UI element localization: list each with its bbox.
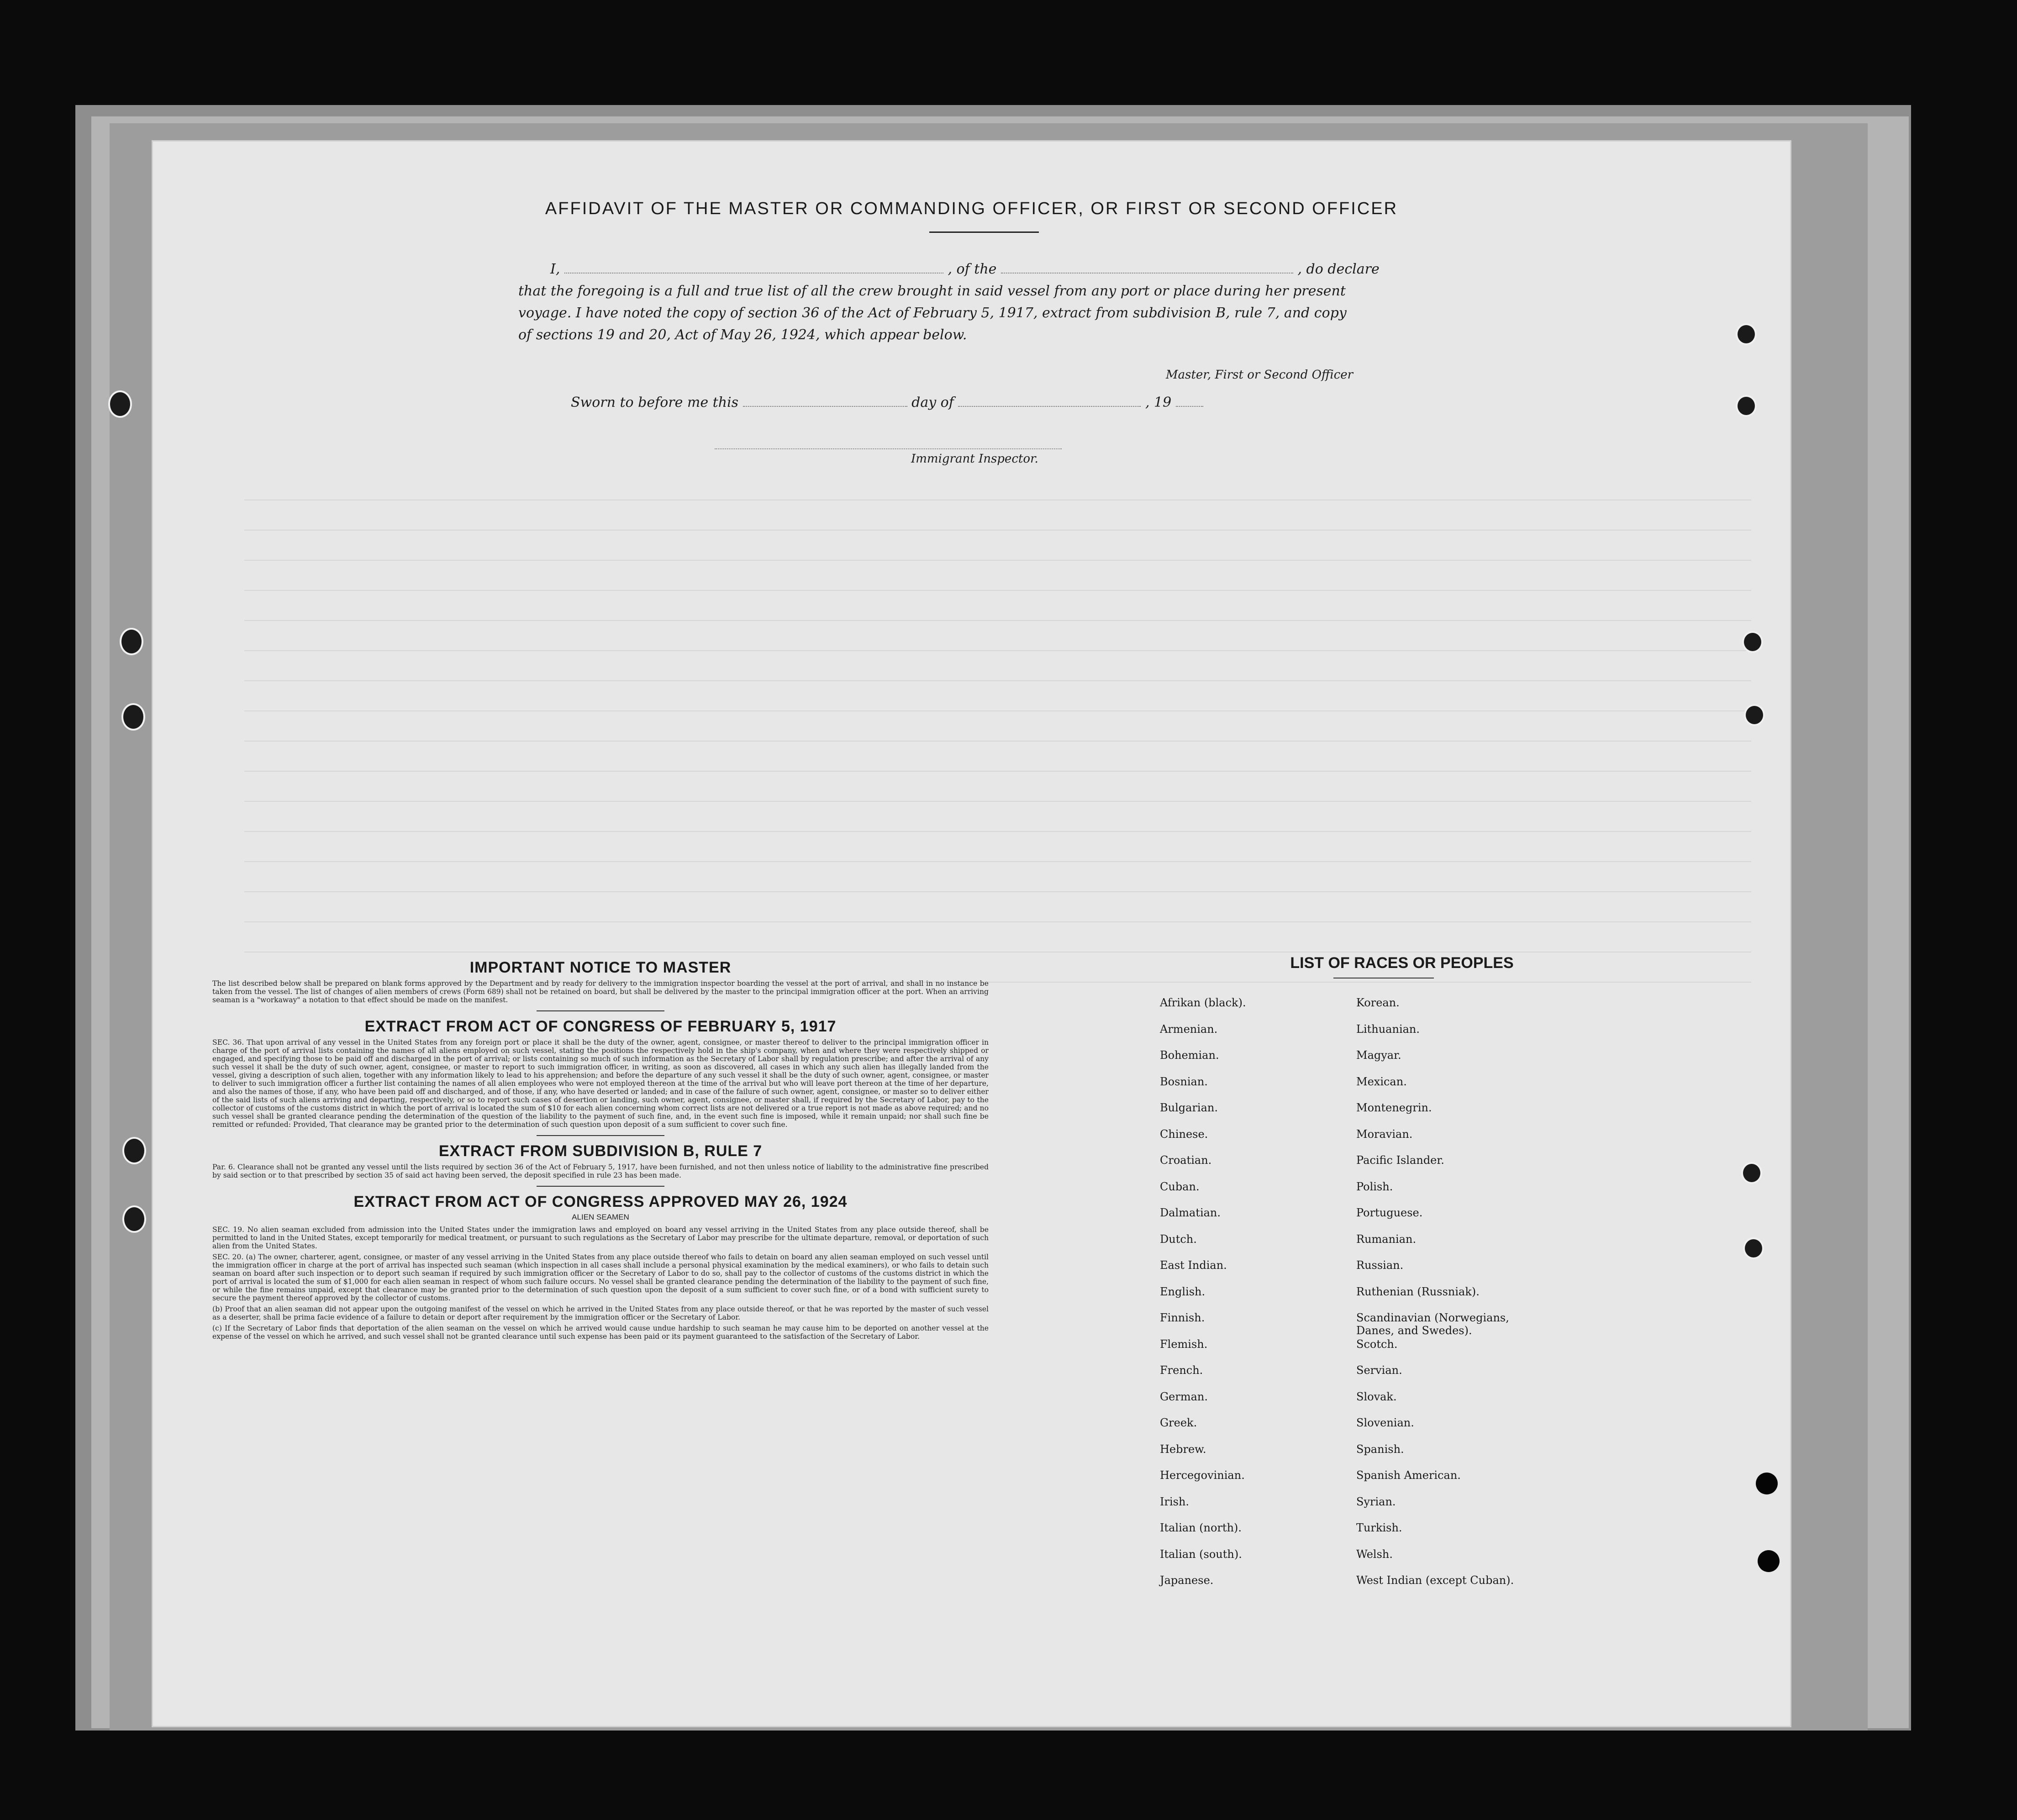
punch-hole [1736,323,1757,345]
legal-notices [212,959,989,1341]
race-item: Italian (south). [1160,1547,1242,1561]
punch-hole [1742,631,1763,653]
race-item: Greek. [1160,1416,1197,1429]
punch-hole [1743,1237,1764,1259]
race-item: English. [1160,1285,1206,1298]
inspector-signature-line [715,448,1062,449]
race-item: Ruthenian (Russniak). [1356,1285,1480,1298]
race-item: Magyar. [1356,1049,1401,1062]
signer-label: Master, First or Second Officer [1166,368,1353,382]
extract-rule7-title: EXTRACT FROM SUBDIVISION B, RULE 7 [438,1142,763,1160]
extract-1924-title: EXTRACT FROM ACT OF CONGRESS APPROVED MAY 26, 1924 [353,1193,848,1210]
race-item: Turkish. [1356,1521,1402,1534]
race-item: Cuban. [1160,1180,1200,1193]
race-item: Moravian. [1356,1127,1413,1141]
race-item: Pacific Islander. [1356,1154,1444,1167]
race-item: Welsh. [1356,1547,1393,1561]
race-item: Bosnian. [1160,1075,1208,1088]
race-item: Lithuanian. [1356,1022,1420,1036]
title-underline [929,231,1039,233]
extract-rule7-text: Par. 6. Clearance shall not be granted any vessel until the lists required by section 36 of the Act of February 5, 1917, have been furnished, and not then unless notice of liability to the administrative fine prescribed by said section or to that prescribed by section 35 of said act having been served, the deposit specified in rule 23 has been made. [212,1163,989,1179]
races-right-column [1356,996,1514,1600]
race-item: Afrikan (black). [1160,996,1246,1009]
races-title: LIST OF RACES OR PEOPLES [1290,954,1514,972]
declaration-of-the: , of the [948,261,997,277]
year-blank [1176,405,1203,407]
race-item: Spanish American. [1356,1469,1461,1482]
punch-hole [120,628,143,655]
race-item: Dutch. [1160,1232,1197,1246]
race-item: Armenian. [1160,1022,1218,1036]
punch-hole [1736,395,1757,417]
race-item: French. [1160,1364,1203,1377]
race-item: Scandinavian (Norwegians, Danes, and Swedes). [1356,1311,1509,1337]
punch-hole [1756,1473,1778,1494]
race-item: Irish. [1160,1495,1190,1508]
affidavit-title: AFFIDAVIT OF THE MASTER OR COMMANDING OFFICER, OR FIRST OR SECOND OFFICER [545,199,1398,218]
race-item: Croatian. [1160,1154,1212,1167]
race-item: Scotch. [1356,1337,1398,1351]
extract-1917-text: SEC. 36. That upon arrival of any vessel in the United States from any foreign port or place it shall be the duty of the owner, agent, consignee, or master thereof to deliver to the principal immigration officer in charge of the port of arrival lists containing the names of all aliens employed on such vessel, stating the positions the respectively hold in the ship's company, when and where they were respectively shipped or engaged, and specifying those to be paid off and discharged in the port of arrival; or lists containing so much of such information as the Secretary of Labor shall by regulation prescribe; and after the arrival of any such vessel it shall be the duty of such owner, agent, consignee, or master to report to such immigration officer, in writing, as soon as discovered, all cases in which any such alien has illegally landed from the vessel, giving a description of such alien, together with any information likely to lead to his apprehension; and before the departure of any such vessel it shall be the duty of such owner, agent, consignee, or master to deliver to such immigration officer a further list containing the names of all alien employees who were not employed thereon at the time of the arrival but who will leave port thereon at the time of her departure, and also the names of those, if any, who have been paid off and discharged, and of those, if any, who have deserted or landed; and in case of the failure of such owner, agent, consignee, or master so to deliver either of the said lists of such aliens arriving and departing, respectively, or so to report such cases of desertion or landing, such owner, agent, consignee, or master shall, if required by the Secretary of Labor, pay to the collector of customs of the customs district in which the port of arrival is located the sum of $10 for each alien concerning whom correct lists are not delivered or a true report is not made as above required; and no such vessel shall be granted clearance pending the determination of the question of the liability to the payment of such fine, and, in the event such fine is imposed, while it remain unpaid; nor shall such fine be remitted or refunded: Provided, That clearance may be granted prior to the determination of such question upon deposit of a sum sufficient to cover such fine. [212,1038,989,1129]
race-item: Finnish. [1160,1311,1205,1324]
race-item: Dalmatian. [1160,1206,1221,1219]
races-list [1160,954,1617,1587]
year-label: , 19 [1145,395,1172,410]
punch-hole [122,1205,146,1233]
race-item: Korean. [1356,996,1400,1009]
race-item: Rumanian. [1356,1232,1417,1246]
document-page [153,142,1790,1726]
divider [537,1010,664,1011]
race-item: Polish. [1356,1180,1393,1193]
race-item: Slovenian. [1356,1416,1414,1429]
declaration-declare: , do declare [1297,261,1380,277]
sec-19-text: SEC. 19. No alien seaman excluded from admission into the United States under the immigration laws and employed on board any vessel arriving in the United States from any place outside thereof, shall be permitted to land in the United States, except temporarily for medical treatment, or pursuant to such regulations as the Secretary of Labor may prescribe for the ultimate departure, removal, or deportation of such alien from the United States. [212,1226,989,1250]
races-left-column [1160,996,1246,1600]
race-item: Italian (north). [1160,1521,1242,1534]
race-item: Chinese. [1160,1127,1208,1141]
name-blank [564,272,943,274]
bleed-through-marks [244,470,1751,995]
month-blank [958,405,1141,407]
punch-hole [122,1137,146,1164]
race-item: Flemish. [1160,1337,1208,1351]
race-item: West Indian (except Cuban). [1356,1574,1514,1587]
punch-hole [1744,704,1765,726]
race-item: Spanish. [1356,1442,1404,1456]
divider [537,1186,664,1187]
punch-hole [108,390,132,418]
race-item: Japanese. [1160,1574,1214,1587]
notice-title: IMPORTANT NOTICE TO MASTER [469,959,732,976]
race-item: East Indian. [1160,1259,1227,1272]
race-item: Portuguese. [1356,1206,1423,1219]
punch-hole [1741,1162,1762,1184]
punch-hole [1758,1550,1780,1572]
race-item: Syrian. [1356,1495,1396,1508]
notice-text: The list described below shall be prepared on blank forms approved by the Department and by ready for delivery to the immigration inspector boarding the vessel at the port of arrival, and shall in no instance be taken from the vessel. The list of changes of alien members of crews (Form 689) shall not be retained on board, but shall be delivered by the master to the principal immigration officer at the port. When an arriving seaman is a "workaway" a notation to that effect should be made on the manifest. [212,979,989,1004]
declaration-i: I, [550,261,560,277]
sec-20a-text: SEC. 20. (a) The owner, charterer, agent, consignee, or master of any vessel arriving in the United States from any place outside thereof who fails to detain on board any alien seaman employed on such vessel until the immigration officer in charge at the port of arrival has inspected such seaman (which inspection in all cases shall include a personal physical examination by the medical examiners), or who fails to detain such seaman on board after such inspection or to deport such seaman if required by such immigration officer or the Secretary of Labor to do so, shall pay to the collector of customs of the customs district in which the port of arrival is located the sum of $1,000 for each alien seaman in respect of whom such failure occurs. No vessel shall be granted clearance pending the determination of the liability to the payment of such fine, or while the fine remains unpaid, except that clearance may be granted prior to the determination of such question upon the deposit of a sum sufficient to cover such fine, or of a bond with sufficient surety to secure the payment thereof approved by the collector of customs. [212,1253,989,1302]
sworn-label: Sworn to before me this [571,395,739,410]
alien-seamen-subtitle: ALIEN SEAMEN [572,1213,629,1221]
sec-20c-text: (c) If the Secretary of Labor finds that deportation of the alien seaman on the vessel on which he arrived would cause undue hardship to such seaman he may cause him to be deported on another vessel at the expense of the vessel on which he arrived, and such vessel shall not be granted clearance until such expense has been paid or its payment guaranteed to the satisfaction of the Secretary of Labor. [212,1324,989,1341]
race-item: Servian. [1356,1364,1402,1377]
race-item: Slovak. [1356,1390,1397,1403]
declaration-line-1 [550,261,1380,277]
declaration-line-3: voyage. I have noted the copy of section 36 of the Act of February 5, 1917, extract from subdivision B, rule 7, and copy [518,305,1347,321]
inspector-label: Immigrant Inspector. [911,452,1038,466]
race-item: Mexican. [1356,1075,1407,1088]
race-item: German. [1160,1390,1208,1403]
race-item: Hercegovinian. [1160,1469,1245,1482]
vessel-blank [1001,272,1293,274]
sec-20b-text: (b) Proof that an alien seaman did not appear upon the outgoing manifest of the vessel on which he arrived in the United States from any place outside thereof, or that he was reported by the master of such vessel as a deserter, shall be prima facie evidence of a failure to detain or deport after requirement by the immigration officer or the Secretary of Labor. [212,1305,989,1321]
race-item: Russian. [1356,1259,1404,1272]
declaration-line-2: that the foregoing is a full and true list of all the crew brought in said vessel from any port or place during her present [518,283,1346,299]
extract-1917-title: EXTRACT FROM ACT OF CONGRESS OF FEBRUARY 5, 1917 [364,1018,837,1035]
declaration-line-4: of sections 19 and 20, Act of May 26, 1924, which appear below. [518,327,967,343]
punch-hole [121,703,145,731]
race-item: Bulgarian. [1160,1101,1218,1114]
sworn-line [571,395,1203,410]
day-of-label: day of [911,395,954,410]
divider [537,1135,664,1136]
race-item: Hebrew. [1160,1442,1206,1456]
race-item: Montenegrin. [1356,1101,1432,1114]
day-blank [743,405,907,407]
race-item: Bohemian. [1160,1049,1219,1062]
